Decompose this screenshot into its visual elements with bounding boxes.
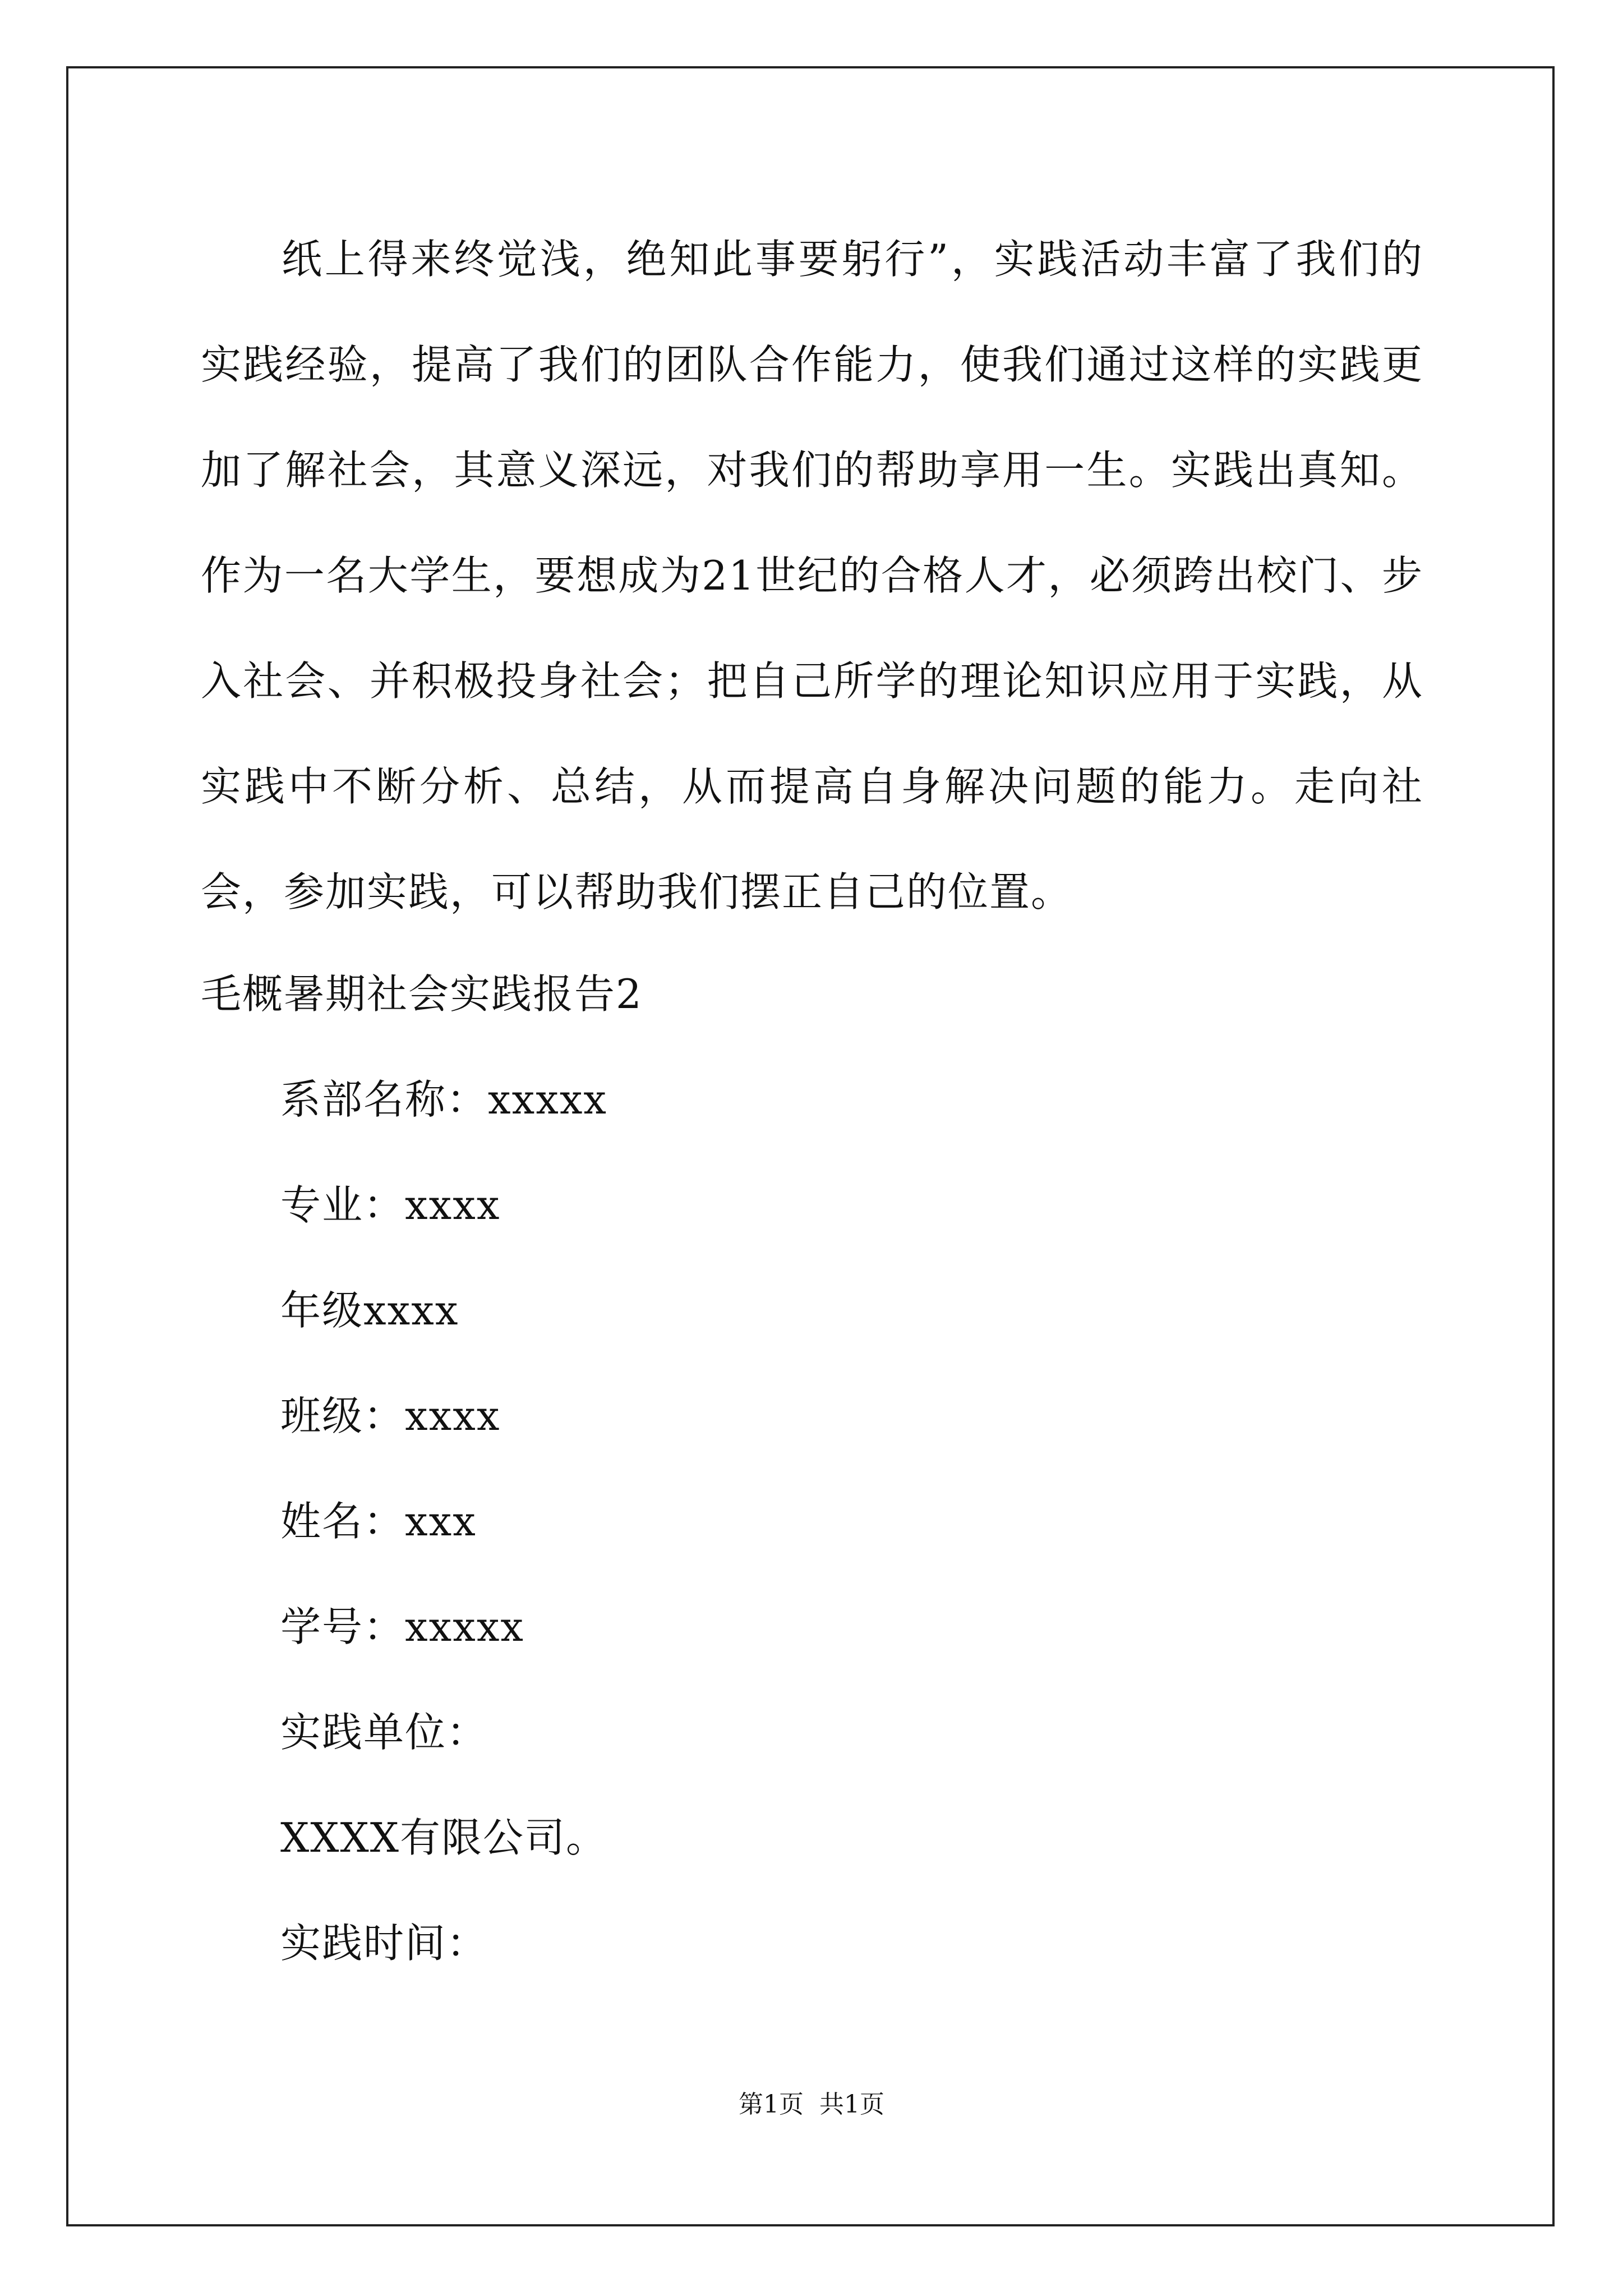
section-title: 毛概暑期社会实践报告2 xyxy=(201,970,643,1018)
field-unit-label: 实践单位： xyxy=(280,1709,488,1756)
field-department: 系部名称：xxxxx xyxy=(280,1076,608,1123)
page-number-total: 共1页 xyxy=(819,2090,884,2119)
field-time-label: 实践时间： xyxy=(280,1920,488,1967)
field-major: 专业：xxxx xyxy=(280,1181,501,1228)
page-number-current: 第1页 xyxy=(739,2090,804,2119)
field-grade: 年级xxxx xyxy=(280,1287,459,1334)
field-unit-value: XXXX有限公司。 xyxy=(280,1814,608,1861)
body-paragraph: 纸上得来终觉浅，绝知此事要躬行”，实践活动丰富了我们的实践经验，提高了我们的团队合作能力，使我们通过这样的实践更加了解社会，其意义深远，对我们的帮助享用一生。实践出真知。作为一名大学生，要想成为21世纪的合格人才，必须跨出校门、步入社会、并积极投身社会；把自己所学的理论知识应用于实践，从实践中不断分析、总结，从而提高自身解决问题的能力。走向社会，参加实践，可以帮助我们摆正自己的位置。 xyxy=(201,236,1423,915)
field-class: 班级：xxxx xyxy=(280,1392,501,1439)
page-footer xyxy=(0,2088,1623,2122)
field-name: 姓名：xxx xyxy=(280,1498,477,1545)
field-student-id: 学号：xxxxx xyxy=(280,1603,525,1650)
